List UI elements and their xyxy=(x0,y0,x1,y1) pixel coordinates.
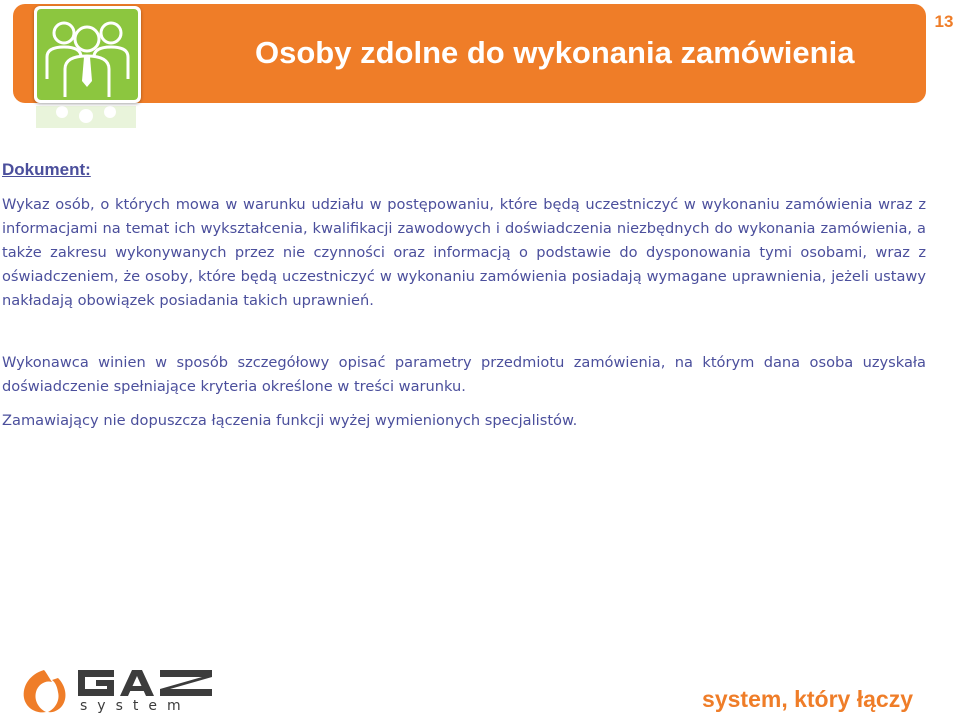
logo-wordmark: system xyxy=(80,698,191,714)
slide-number: 13 xyxy=(934,12,954,31)
paragraph-2: Wykonawca winien w sposób szczegółowy opisać parametry przedmiotu zamówienia, na którym dana osoba uzyskała doświadczenie spełniające kryteria określone w treści warunku. xyxy=(2,354,926,395)
footer-tagline: system, który łączy xyxy=(702,686,913,712)
paragraph-3: Zamawiający nie dopuszcza łączenia funkcji wyżej wymienionych specjalistów. xyxy=(2,412,578,429)
page-title: Osoby zdolne do wykonania zamówienia xyxy=(255,35,855,70)
section-label: Dokument: xyxy=(2,160,91,179)
people-icon-reflection xyxy=(36,106,136,128)
paragraph-1: Wykaz osób, o których mowa w warunku udziału w postępowaniu, które będą uczestniczyć w wykonaniu zamówienia wraz z informacjami na temat ich wykształcenia, kwalifikacji zawodowych i doświadczenia niezbędnych do wykonania zamówienia, a także zakresu wykonywanych przez nie czynności oraz informacją o podstawie do dysponowania tymi osobami, wraz z oświadczeniem, że osoby, które będą uczestniczyć w wykonaniu zamówienia posiadają wymagane uprawnienia, jeżeli ustawy nakładają obowiązek posiadania takich uprawnień. xyxy=(2,196,926,309)
people-group-icon xyxy=(34,6,141,103)
